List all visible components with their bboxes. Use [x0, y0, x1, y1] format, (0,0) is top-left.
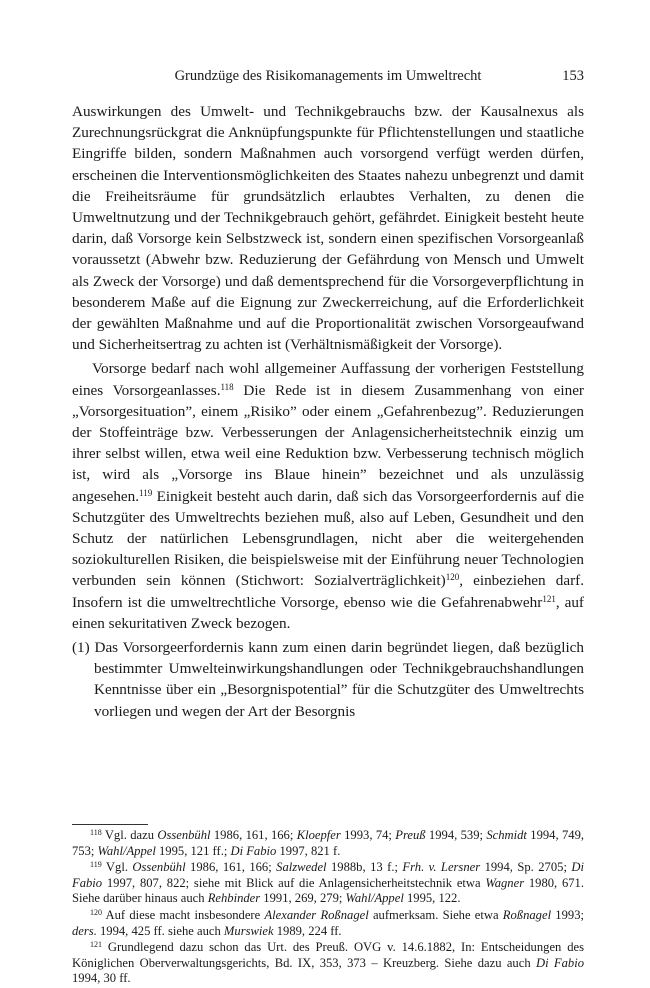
footnote-number: 119	[90, 860, 102, 870]
footnote-number: 120	[90, 907, 102, 917]
footnote-ref-119[interactable]: 119	[139, 487, 153, 498]
footnote-ref-121[interactable]: 121	[542, 593, 556, 604]
footnote-number: 118	[90, 828, 102, 837]
text-segment: , auf einen sekuritativen Zweck bezogen.	[72, 593, 584, 632]
footnote-119: $^{119}$ Vgl. Ossenbühl 1986, 161, 166; Salzwedel 1988b, 13 f.; Frh. v. Lersner 1994, Sp. 2705; Di Fabio 1997, 807, 822; siehe mit Blick auf die Anlagensicherheitstechnik etwa Wagner 1980, 671. Siehe darüber hinaus auch Rehbinder 1991, 269, 279; Wahl/Appel 1995, 122.	[72, 860, 585, 906]
footnote-number: 121	[90, 940, 102, 950]
text-segment: Die Rede ist in diesem Zusammenhang von einer „Vorsorgesituation”, einem „Risiko” oder einem „Gefahrenbezug”. Reduzierungen der Stoffeinträge bzw. Verbesserungen der Anlagensicherheitstechnik einzig um ihrer selbst willen, etwa weil eine Reduktion bzw. Verbesserung technisch möglich ist, wird als „Vorsorge ins Blaue hinein” bezeichnet und als unzulässig angesehen.	[72, 381, 584, 505]
text-segment: , einbeziehen darf. Insofern ist die umweltrechtliche Vorsorge, ebenso wie die Gefahrenabwehr	[72, 572, 584, 611]
page-number: 153	[562, 68, 584, 84]
footnote-divider	[72, 824, 148, 825]
footnote-ref-120[interactable]: 120	[445, 572, 460, 583]
footnote-118: $^{118}$ Vgl. dazu Ossenbühl 1986, 161, 166; Kloepfer 1993, 74; Preuß 1994, 539; Schmidt 1994, 749, 753; Wahl/Appel 1995, 121 ff.; Di Fabio 1997, 821 f.	[72, 828, 585, 858]
running-header	[72, 68, 584, 88]
list-item-1: (1) Das Vorsorgeerfordernis kann zum einen darin begründet liegen, daß bezüglich bestimmter Umwelteinwirkungshandlungen oder Technikgebrauchshandlungen Kenntnisse über ein „Besorgnispotential” für die Schutzgüter des Umweltrechts vorliegen und wegen der Art der Besorgnis	[72, 639, 584, 720]
footnotes	[72, 828, 584, 988]
text-segment: Vorsorge bedarf nach wohl allgemeiner Auffassung der vorherigen Feststellung eines Vorsorgeanlasses.	[72, 360, 584, 399]
footnote-120: $^{120}$ Auf diese macht insbesondere Alexander Roßnagel aufmerksam. Siehe etwa Roßnagel 1993; ders. 1994, 425 ff. siehe auch Murswiek 1989, 224 ff.	[72, 907, 584, 938]
paragraph-2	[72, 358, 584, 634]
footnote-ref-118[interactable]: 118	[220, 381, 234, 392]
footnote-121: $^{121}$ Grundlegend dazu schon das Urt. des Preuß. OVG v. 14.6.1882, In: Entscheidungen des Königlichen Oberverwaltungsgerichts, Bd. IX, 353, 373 – Kreuzberg. Siehe dazu auch Di Fabio 1994, 30 ff.	[72, 940, 584, 986]
running-title: Grundzüge des Risikomanagements im Umweltrecht	[174, 68, 482, 84]
main-text	[72, 101, 584, 722]
paragraph-1: Auswirkungen des Umwelt- und Technikgebrauchs bzw. der Kausalnexus als Zurechnungsrückgrat die Anknüpfungspunkte für Pflichtenstellungen und staatliche Eingriffe bilden, sondern Maßnahmen auch vorsorgend verfügt werden dürfen, erscheinen die Interventionsmöglichkeiten des Staates nahezu unbegrenzt und damit die Freiheitsräume für grundsätzlich erlaubtes Verhalten, zu denen die Umweltnutzung und der Technikgebrauch gehört, gefährdet. Einigkeit besteht heute darin, daß Vorsorge kein Selbstzweck ist, sondern einen spezifischen Vorsorgeanlaß voraussetzt (Abwehr bzw. Reduzierung der Gefährdung von Mensch und Umwelt als Zweck der Vorsorge) und daß dementsprechend für die Vorsorgeverpflichtung in besonderem Maße auf die Eignung zur Zweckerreichung, auf die Erforderlichkeit der gewählten Maßnahme und auf die Proportionalität zwischen Vorsorgeaufwand und Sicherheitsertrag zu achten ist (Verhältnismäßigkeit der Vorsorge).	[72, 103, 584, 354]
text-segment: Einigkeit besteht auch darin, daß sich das Vorsorgeerfordernis auf die Schutzgüter des Umweltrechts beziehen muß, also auf Leben, Gesundheit und den Schutz der natürlichen Lebensgrundlagen, nicht aber die weitergehenden soziokulturellen Risiken, die beispielsweise mit der Einführung neuer Technologien verbunden sein können (Stichwort: Sozialverträglichkeit)	[72, 487, 584, 590]
